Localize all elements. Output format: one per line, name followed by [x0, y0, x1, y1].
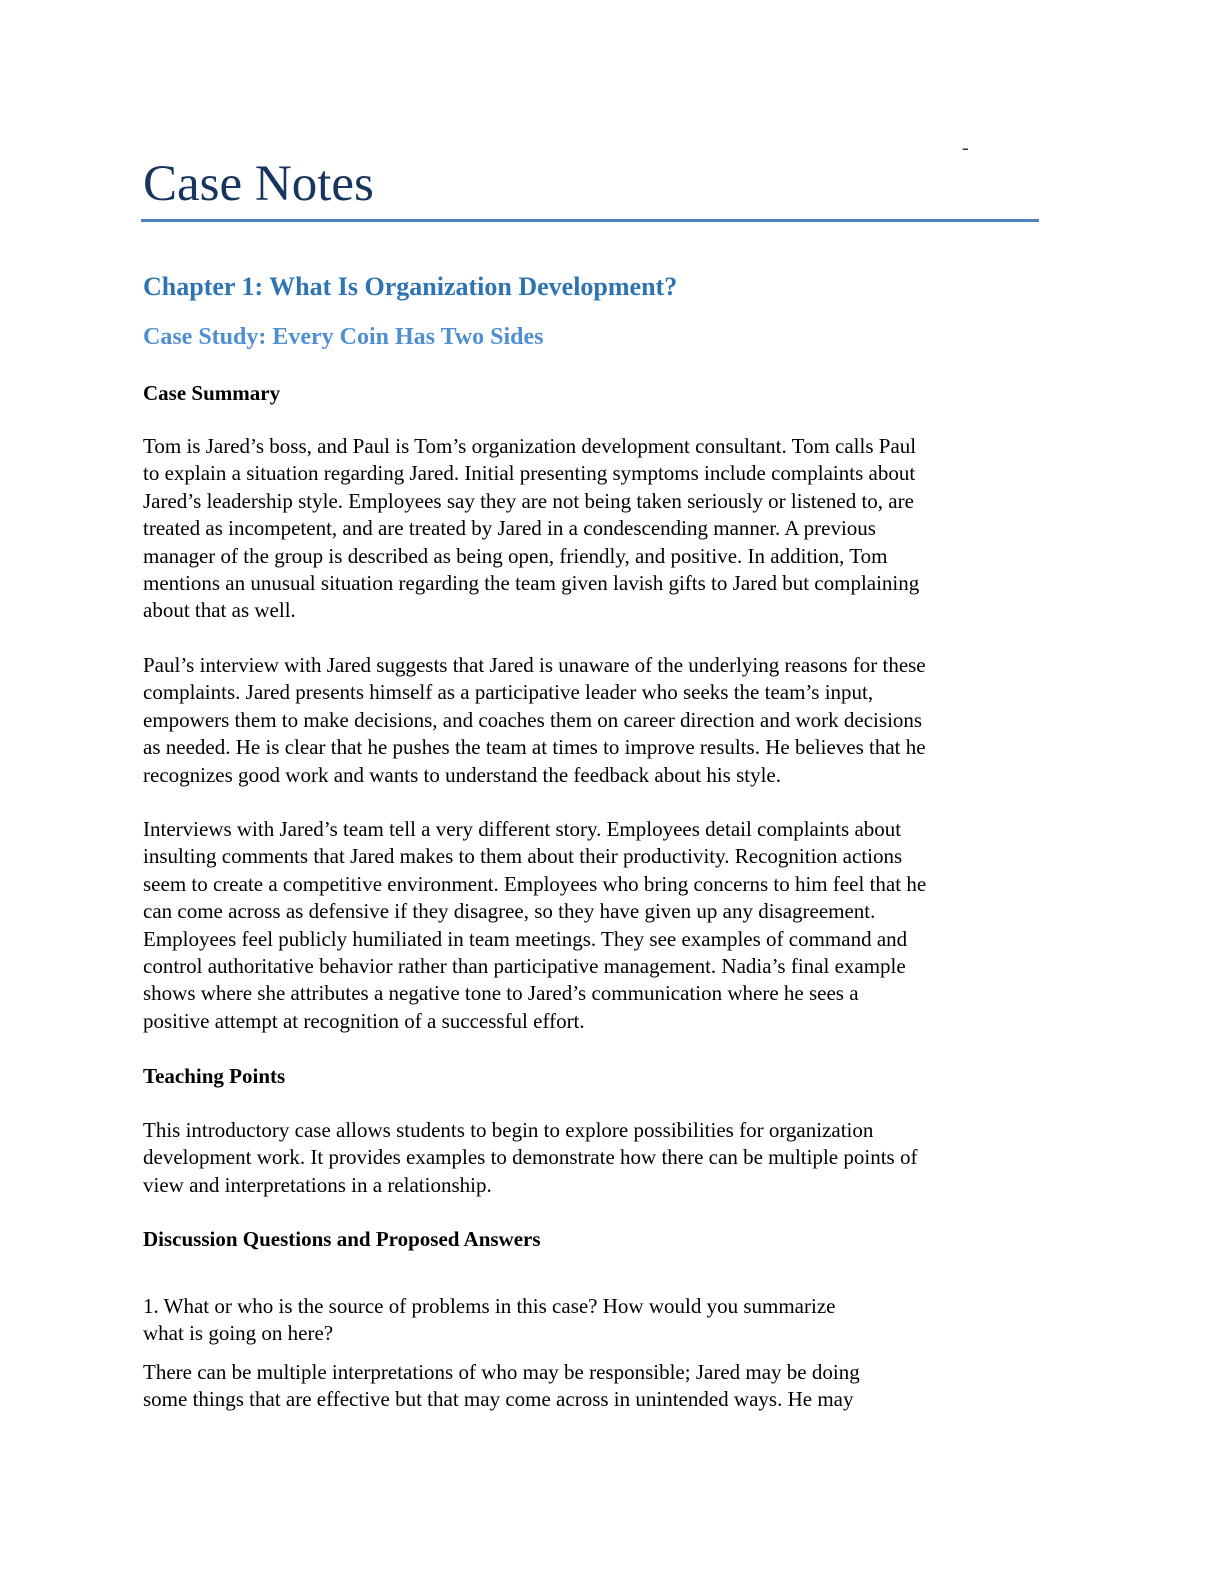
- text-line: Interviews with Jared’s team tell a very different story. Employees detail complaints about: [143, 817, 902, 841]
- case-summary-paragraph-3: [143, 816, 926, 1035]
- text-line: Paul’s interview with Jared suggests that Jared is unaware of the underlying reasons for these: [143, 653, 926, 677]
- text-line: some things that are effective but that may come across in unintended ways. He may: [143, 1387, 854, 1412]
- title-underline-rule: [141, 219, 1039, 222]
- text-line: empowers them to make decisions, and coaches them on career direction and work decisions: [143, 707, 923, 732]
- text-line: Jared’s leadership style. Employees say they are not being taken seriously or listened to, are: [143, 488, 914, 513]
- text-line: as needed. He is clear that he pushes the team at times to improve results. He believes that he: [143, 735, 926, 760]
- teaching-points-heading: Teaching Points: [143, 1064, 286, 1088]
- text-line: control authoritative behavior rather than participative management. Nadia’s final example: [143, 954, 906, 979]
- text-line: positive attempt at recognition of a successful effort.: [143, 1008, 585, 1033]
- text-line: to explain a situation regarding Jared. Initial presenting symptoms include complaints about: [143, 461, 916, 486]
- chapter-heading: Chapter 1: What Is Organization Development?: [143, 272, 678, 301]
- document-title: Case Notes: [143, 156, 374, 212]
- text-line: about that as well.: [143, 598, 296, 623]
- text-line: treated as incompetent, and are treated by Jared in a condescending manner. A previous: [143, 516, 876, 541]
- text-line: manager of the group is described as being open, friendly, and positive. In addition, Tom: [143, 543, 888, 568]
- case-summary-heading: Case Summary: [143, 381, 281, 405]
- text-line: Tom is Jared’s boss, and Paul is Tom’s organization development consultant. Tom calls Paul: [143, 434, 917, 458]
- text-line: There can be multiple interpretations of who may be responsible; Jared may be doing: [143, 1360, 860, 1384]
- text-line: seem to create a competitive environment. Employees who bring concerns to him feel that he: [143, 871, 927, 896]
- teaching-points-paragraph: [143, 1117, 917, 1199]
- discussion-heading: Discussion Questions and Proposed Answers: [143, 1227, 541, 1251]
- text-line: Employees feel publicly humiliated in team meetings. They see examples of command and: [143, 926, 908, 951]
- text-line: view and interpretations in a relationship.: [143, 1172, 492, 1197]
- case-summary-paragraph-1: [143, 433, 919, 625]
- text-line: This introductory case allows students to begin to explore possibilities for organization: [143, 1118, 874, 1142]
- text-line: recognizes good work and wants to understand the feedback about his style.: [143, 762, 781, 787]
- text-line: 1. What or who is the source of problems in this case? How would you summarize: [143, 1294, 836, 1318]
- case-study-title: Case Study: Every Coin Has Two Sides: [143, 324, 544, 350]
- text-line: insulting comments that Jared makes to them about their productivity. Recognition actions: [143, 844, 903, 869]
- discussion-answer-1: [143, 1359, 860, 1414]
- text-line: complaints. Jared presents himself as a participative leader who seeks the team’s input,: [143, 680, 874, 705]
- discussion-question-1: [143, 1293, 835, 1348]
- text-line: what is going on here?: [143, 1321, 334, 1346]
- text-line: development work. It provides examples to demonstrate how there can be multiple points of: [143, 1145, 918, 1170]
- text-line: can come across as defensive if they disagree, so they have given up any disagreement.: [143, 899, 876, 924]
- text-line: mentions an unusual situation regarding the team given lavish gifts to Jared but complaining: [143, 571, 920, 596]
- corner-mark: -: [962, 137, 969, 159]
- case-summary-paragraph-2: [143, 652, 926, 789]
- text-line: shows where she attributes a negative tone to Jared’s communication where he sees a: [143, 981, 859, 1006]
